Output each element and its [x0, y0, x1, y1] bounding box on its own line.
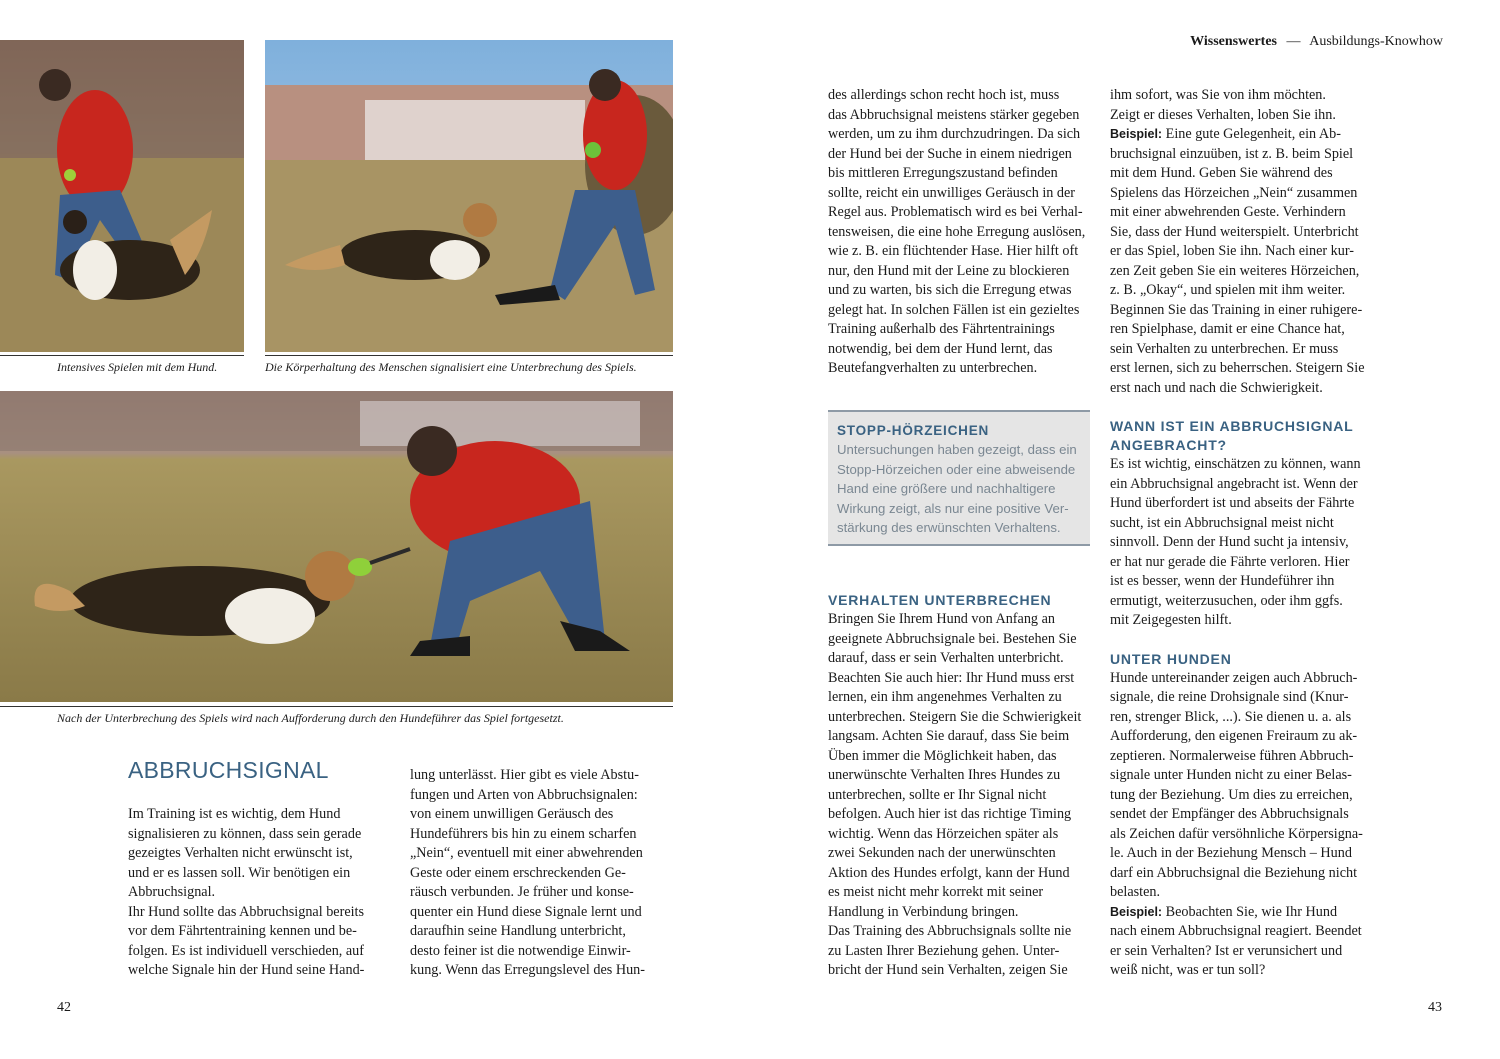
left-col1-text: Im Training ist es wichtig, dem Hund signalisieren zu können, dass sein gerade gezeigtes Verhalten nicht erwünscht ist, und er es lassen soll. Wir benötigen ein Abbruchsignal. Ihr Hund sollte das Abbruchsignal bereits vor dem Fährtentraining kennen und be- folgen. Es ist individuell verschieden, auf welche Signale hin der Hund seine Hand-	[128, 806, 365, 978]
left-column-1	[128, 805, 390, 981]
unter-hunden-text: Hunde untereinander zeigen auch Abbruch- signale, die reine Drohsignale sind (Knur- ren, strenger Blick, ...). Sie dienen u. a. als Aufforderung, den eigenen Freiraum zu ak- zeptieren. Normalerweise führen Abbruch- signale unter Hunden nicht zu einer Belas- tung der Beziehung. Um dies zu erreichen, sendet der Empfänger des Abbruchsignals als Zeichen dafür versöhnliche Körpersigna- le. Auch in der Beziehung Mensch – Hund darf ein Abbruchsignal die Beziehung nicht belasten.	[1110, 669, 1363, 900]
caption-photo-3: Nach der Unterbrechung des Spiels wird nach Aufforderung durch den Hundeführer das Spiel fortgesetzt.	[57, 711, 564, 725]
page-number-right: 43	[1428, 1000, 1442, 1015]
infobox-title: STOPP-HÖRZEICHEN	[837, 423, 990, 438]
header-subsection: Ausbildungs-Knowhow	[1309, 34, 1443, 49]
right-column-1-top	[828, 86, 1103, 379]
heading-wann-abbruchsignal: WANN IST EIN ABBRUCHSIGNAL ANGEBRACHT?	[1110, 418, 1354, 453]
verhalten-text: Bringen Sie Ihrem Hund von Anfang an geeignete Abbruchsignale bei. Bestehen Sie darauf, dass er sein Verhalten unterbricht. Beachten Sie auch hier: Ihr Hund muss erst lernen, ein ihm angenehmes Verhalten zu unterbrechen. Steigern Sie die Schwierigkeit langsam. Achten Sie darauf, dass Sie beim Üben immer die Möglichkeit haben, das unerwünschte Verhalten Ihres Hundes zu unterbrechen, sollte er Ihr Signal nicht befolgen. Auch hier ist das richtige Timing wichtig. Wenn das Hörzeichen später als zwei Sekunden nach der unerwünschten Aktion des Hundes erfolgt, kann der Hund es meist nicht mehr korrekt mit seiner Handlung in Verbindung bringen. Das Training des Abbruchsignals sollte nie zu Lasten Ihrer Beziehung gehen. Unter- bricht der Hund sein Verhalten, zeigen Sie	[828, 611, 1082, 978]
caption-photo-2: Die Körperhaltung des Menschen signalisiert eine Unterbrechung des Spiels.	[265, 360, 637, 374]
header-separator: —	[1286, 34, 1301, 49]
left-col2-text: lung unterlässt. Hier gibt es viele Abstu- fungen und Arten von Abbruchsignalen: von einem unwilligen Geräusch des Hundeführers bis hin zu einem scharfen „Nein“, eventuell mit einer abwehrenden Geste oder einem erschreckenden Ge- räusch verbunden. Je früher und konse- quenter ein Hund diese Signale lernt und daraufhin seine Handlung unterbricht, desto feiner ist die notwendige Einwir- kung. Wenn das Erregungslevel des Hun-	[410, 767, 646, 978]
heading-verhalten-unterbrechen: VERHALTEN UNTERBRECHEN	[828, 592, 1052, 608]
caption-rule-1	[0, 355, 244, 356]
heading-unter-hunden: UNTER HUNDEN	[1110, 650, 1232, 667]
photo-play-interruption	[265, 40, 673, 352]
header-section: Wissenswertes	[1190, 34, 1277, 49]
caption-rule-2	[265, 355, 673, 356]
right-column-1-bottom	[828, 591, 1103, 981]
right-column-2	[1110, 86, 1385, 981]
beispiel-2-text: Beobachten Sie, wie Ihr Hund nach einem Abbruchsignal reagiert. Beendet er sein Verhalten? Ist er verunsichert und weiß nicht, was er tun soll?	[1110, 903, 1362, 978]
beispiel-1-text: Eine gute Gelegenheit, ein Ab- bruchsignal einzuüben, ist z. B. beim Spiel mit dem Hund. Geben Sie während des Spielens das Hörzeichen „Nein“ zusammen mit einer abwehrenden Geste. Verhindern Sie, dass der Hund weiterspielt. Unterbricht er das Spiel, loben Sie ihn. Nach einer kur- zen Zeit geben Sie ein weiteres Hörzeichen, z. B. „Okay“, und spielen mit ihm weiter. Beginnen Sie das Training in einer ruhigere- ren Spielphase, damit er eine Chance hat, sein Verhalten zu unterbrechen. Er muss erst lernen, sich zu beherrschen. Steigern Sie erst nach und nach die Schwierigkeit.	[1110, 126, 1365, 396]
page-number-left: 42	[57, 1000, 71, 1015]
infobox-text: Untersuchungen haben gezeigt, dass ein Stopp-Hörzeichen oder eine abweisende Hand eine größere und nachhaltigere Wirkung zeigt, als nur eine positive Ver- stärkung des erwünschten Verhaltens.	[837, 442, 1077, 535]
left-column-2	[410, 766, 675, 981]
running-header	[1190, 34, 1443, 50]
photo-dog-play	[0, 40, 244, 352]
beispiel-1	[1110, 125, 1385, 398]
beispiel-label-1: Beispiel:	[1110, 127, 1163, 141]
photo-tug-play	[0, 391, 673, 702]
infobox-stopp-hoerzeichen	[828, 410, 1090, 546]
section-title-abbruchsignal: ABBRUCHSIGNAL	[128, 757, 329, 783]
caption-rule-3	[0, 706, 673, 707]
beispiel-label-2: Beispiel:	[1110, 904, 1163, 919]
caption-photo-1: Intensives Spielen mit dem Hund.	[57, 360, 218, 374]
right-col2-top-text: ihm sofort, was Sie von ihm möchten. Zeigt er dieses Verhalten, loben Sie ihn.	[1110, 87, 1336, 123]
right-col1-top-text: des allerdings schon recht hoch ist, muss das Abbruchsignal meistens stärker gegeben werden, um zu ihm durchzudringen. Da sich der Hund bei der Suche in einem niedrigen bis mittleren Erregungszustand befinden sollte, reicht ein unwilliges Geräusch in der Regel aus. Problematisch wird es bei Verhal- tensweisen, die eine hohe Erregung auslösen, wie z. B. ein flüchtender Hase. Hier hilft oft nur, den Hund mit der Leine zu blockieren und zu warten, bis sich die Erregung etwas gelegt hat. In solchen Fällen ist ein gezieltes Training außerhalb des Fährtentrainings notwendig, bei dem der Hund lernt, das Beutefangverhalten zu unterbrechen.	[828, 87, 1086, 376]
wann-text: Es ist wichtig, einschätzen zu können, wann ein Abbruchsignal angebracht ist. Wenn der Hund überfordert ist und abseits der Fährte sucht, ist ein Abbruchsignal meist nicht sinnvoll. Denn der Hund sucht ja intensiv, er hat nur gerade die Fährte verloren. Hier ist es besser, wenn der Hundeführer ihn ermutigt, weiterzusuchen, oder ihm ggfs. mit Zeigegesten hilft.	[1110, 456, 1361, 628]
beispiel-2	[1110, 903, 1385, 981]
